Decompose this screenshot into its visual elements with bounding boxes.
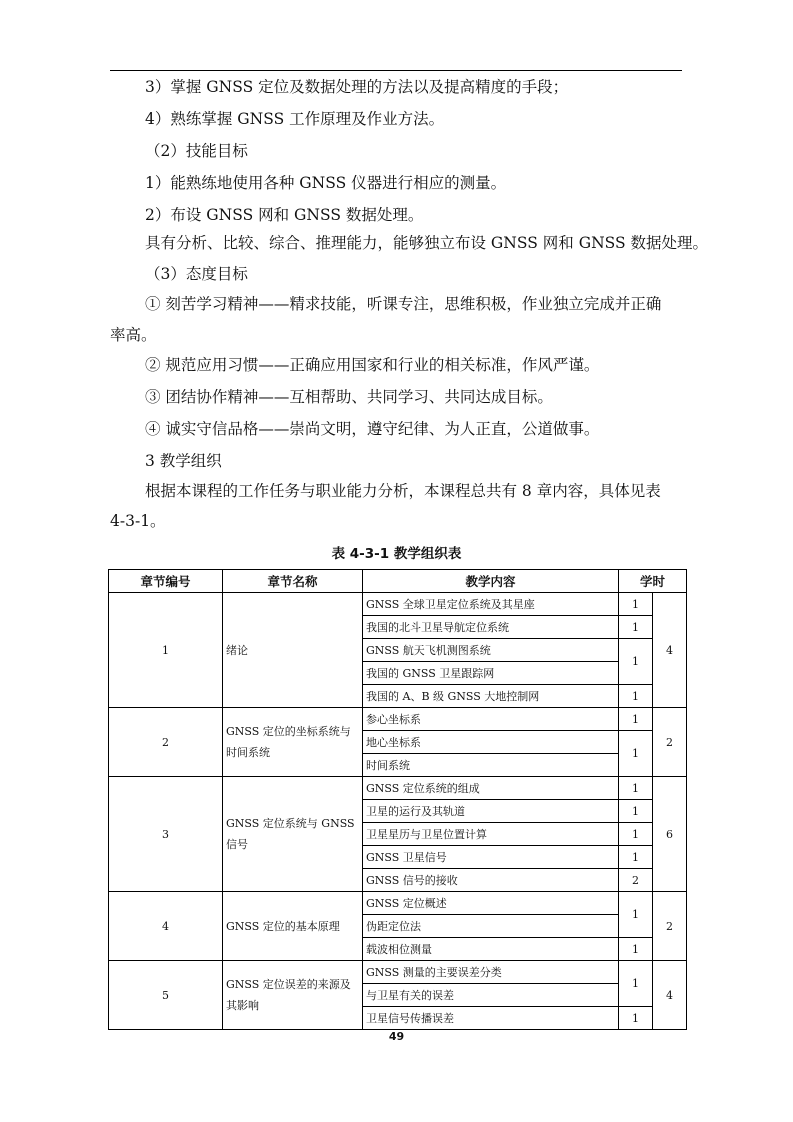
text-line: （3）态度目标 bbox=[145, 265, 248, 283]
content-item: GNSS 信号的接收 bbox=[363, 869, 619, 892]
content-item: 参心坐标系 bbox=[363, 708, 619, 731]
text-line: 2）布设 GNSS 网和 GNSS 数据处理。 bbox=[145, 206, 424, 224]
text-line: 1）能熟练地使用各种 GNSS 仪器进行相应的测量。 bbox=[145, 174, 507, 192]
text-line: ① 刻苦学习精神——精求技能，听课专注，思维积极，作业独立完成并正确 bbox=[145, 295, 662, 313]
text-line: ② 规范应用习惯——正确应用国家和行业的相关标准，作风严谨。 bbox=[145, 356, 600, 374]
content-item: 我国的 A、B 级 GNSS 大地控制网 bbox=[363, 685, 619, 708]
chapter-total-hours: 4 bbox=[653, 961, 687, 1030]
header-hours: 学时 bbox=[619, 570, 687, 593]
chapter-total-hours: 2 bbox=[653, 892, 687, 961]
header-chapter-name: 章节名称 bbox=[223, 570, 363, 593]
teaching-organization-table bbox=[108, 569, 687, 1030]
chapter-name: GNSS 定位的基本原理 bbox=[223, 892, 363, 961]
text-line: （2）技能目标 bbox=[145, 142, 248, 160]
content-item: 与卫星有关的误差 bbox=[363, 984, 619, 1007]
item-hours: 1 bbox=[619, 892, 653, 938]
chapter-no: 3 bbox=[109, 777, 223, 892]
header-rule bbox=[110, 70, 682, 71]
content-item: GNSS 定位系统的组成 bbox=[363, 777, 619, 800]
chapter-total-hours: 2 bbox=[653, 708, 687, 777]
text-line: 4）熟练掌握 GNSS 工作原理及作业方法。 bbox=[145, 110, 445, 128]
item-hours: 1 bbox=[619, 961, 653, 1007]
content-item: 卫星的运行及其轨道 bbox=[363, 800, 619, 823]
chapter-no: 4 bbox=[109, 892, 223, 961]
content-item: GNSS 定位概述 bbox=[363, 892, 619, 915]
chapter-total-hours: 6 bbox=[653, 777, 687, 892]
table-row bbox=[109, 708, 687, 731]
chapter-no: 1 bbox=[109, 593, 223, 708]
content-item: GNSS 测量的主要误差分类 bbox=[363, 961, 619, 984]
item-hours: 2 bbox=[619, 869, 653, 892]
content-item: 我国的 GNSS 卫星跟踪网 bbox=[363, 662, 619, 685]
item-hours: 1 bbox=[619, 938, 653, 961]
table-row bbox=[109, 892, 687, 915]
chapter-no: 2 bbox=[109, 708, 223, 777]
section-heading: 3 教学组织 bbox=[145, 452, 222, 470]
item-hours: 1 bbox=[619, 846, 653, 869]
content-item: 地心坐标系 bbox=[363, 731, 619, 754]
text-line: 具有分析、比较、综合、推理能力，能够独立布设 GNSS 网和 GNSS 数据处理。 bbox=[145, 234, 709, 252]
text-line: 3）掌握 GNSS 定位及数据处理的方法以及提高精度的手段； bbox=[145, 78, 569, 96]
item-hours: 1 bbox=[619, 685, 653, 708]
chapter-no: 5 bbox=[109, 961, 223, 1030]
chapter-name: GNSS 定位误差的来源及其影响 bbox=[223, 961, 363, 1030]
header-content: 教学内容 bbox=[363, 570, 619, 593]
chapter-name: 绪论 bbox=[223, 593, 363, 708]
content-item: 时间系统 bbox=[363, 754, 619, 777]
content-item: GNSS 全球卫星定位系统及其星座 bbox=[363, 593, 619, 616]
table-row bbox=[109, 961, 687, 984]
text-line: 根据本课程的工作任务与职业能力分析，本课程总共有 8 章内容，具体见表 bbox=[145, 482, 661, 500]
content-item: 伪距定位法 bbox=[363, 915, 619, 938]
chapter-name: GNSS 定位的坐标系统与时间系统 bbox=[223, 708, 363, 777]
item-hours: 1 bbox=[619, 639, 653, 685]
header-chapter-no: 章节编号 bbox=[109, 570, 223, 593]
content-item: 载波相位测量 bbox=[363, 938, 619, 961]
item-hours: 1 bbox=[619, 731, 653, 777]
table-caption: 表 4-3-1 教学组织表 bbox=[331, 546, 462, 562]
table-row bbox=[109, 777, 687, 800]
table-row bbox=[109, 593, 687, 616]
chapter-name: GNSS 定位系统与 GNSS 信号 bbox=[223, 777, 363, 892]
item-hours: 1 bbox=[619, 616, 653, 639]
text-line: ③ 团结协作精神——互相帮助、共同学习、共同达成目标。 bbox=[145, 388, 553, 406]
item-hours: 1 bbox=[619, 593, 653, 616]
content-item: GNSS 卫星信号 bbox=[363, 846, 619, 869]
text-line: 率高。 bbox=[110, 326, 157, 344]
item-hours: 1 bbox=[619, 1007, 653, 1030]
content-item: 卫星星历与卫星位置计算 bbox=[363, 823, 619, 846]
text-line: ④ 诚实守信品格——崇尚文明，遵守纪律、为人正直，公道做事。 bbox=[145, 420, 600, 438]
item-hours: 1 bbox=[619, 823, 653, 846]
content-item: GNSS 航天飞机测图系统 bbox=[363, 639, 619, 662]
item-hours: 1 bbox=[619, 800, 653, 823]
content-item: 卫星信号传播误差 bbox=[363, 1007, 619, 1030]
item-hours: 1 bbox=[619, 708, 653, 731]
table-header-row bbox=[109, 570, 687, 593]
item-hours: 1 bbox=[619, 777, 653, 800]
page-number: 49 bbox=[388, 1030, 405, 1043]
content-item: 我国的北斗卫星导航定位系统 bbox=[363, 616, 619, 639]
text-line: 4-3-1。 bbox=[110, 512, 166, 530]
chapter-total-hours: 4 bbox=[653, 593, 687, 708]
